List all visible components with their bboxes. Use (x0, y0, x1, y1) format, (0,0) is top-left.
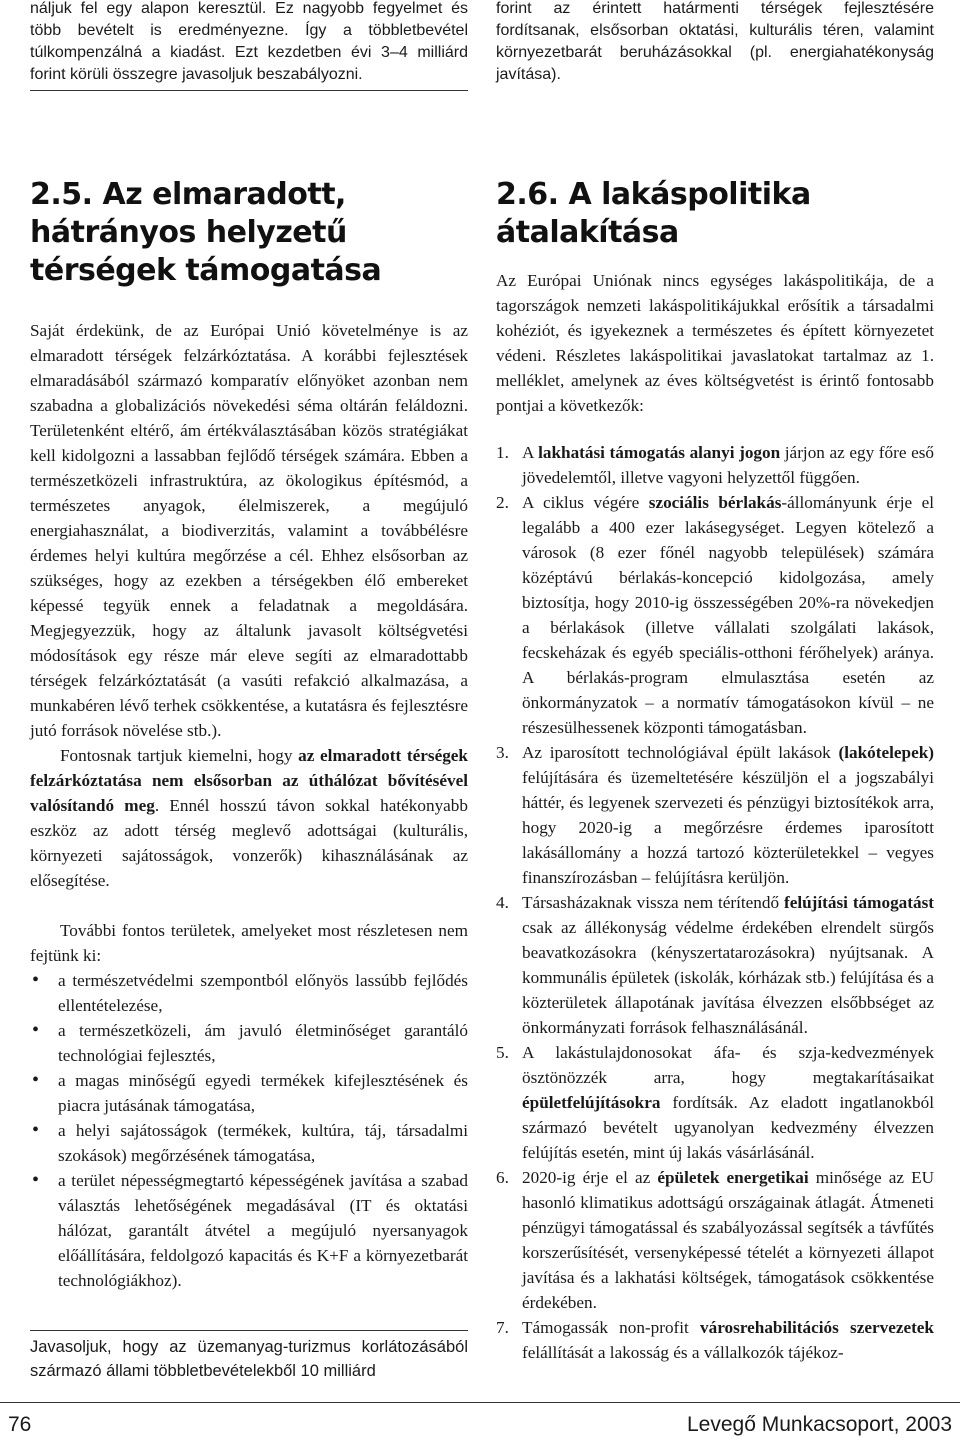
page-footer (0, 1402, 960, 1447)
list-item (496, 740, 934, 890)
section-body (496, 268, 934, 1365)
continued-paragraph-left: náljuk fel egy alapon keresztül. Ez nagyobb fegyelmet és több bevételt is eredményezne. Így a többletbevétel túlkompenzálná a kiadást. Ezt kezdetben évi 3–4 milliárd forint körüli összegre javasoljuk beszabályozni. (30, 0, 468, 91)
numbered-list (496, 440, 934, 1365)
item-number: 2. (496, 493, 509, 512)
text-run: 2020-ig érje el az (522, 1168, 658, 1187)
text-run: Társasházaknak vissza nem térítendő (522, 893, 784, 912)
text-run: A (522, 443, 539, 462)
bold-text-run: épületek energetikai (657, 1168, 809, 1187)
bold-text-run: városrehabilitációs szervezetek (700, 1318, 934, 1337)
bold-text-run: felújítási támogatást (783, 893, 934, 912)
item-number: 4. (496, 893, 509, 912)
text-run: járjon az egy főre eső jövedelemtől, illetve vagyoni helyzettől függően. (522, 443, 934, 487)
list-item (496, 1040, 934, 1165)
text-run: . Ennél hosszú távon sokkal hatékonyabb eszköz az adott térség meglevő adottságai (kulturális, környezeti sajátosságok, vonzerők) kihasználásának az elősegítése. (30, 796, 468, 890)
bold-text-run: az elmaradott térségek felzárkóztatása nem elsősorban az úthálózat bővítésével valósítandó meg (30, 746, 468, 815)
text-run: Fontosnak tartjuk kiemelni, hogy (60, 746, 299, 765)
paragraph: Saját érdekünk, de az Európai Unió követelménye is az elmaradott térségek felzárkóztatása. A korábbi fejlesztések elmaradásából származó komparatív előnyöket azonban nem szabadna a globalizációs növekedési séma oltárán feláldozni. Területenként eltérő, ám értékválasztásában közös stratégiákat kell kidolgozni a lassabban fejlődő térségek számára. Ebben a természetközeli infrastruktúra, az ökologikus építésmód, a természetes anyagok, élelmiszerek, a megújuló energiahasználat, a biodiverzitás, valamint a továbbélésre érdemes helyi kultúra megőrzése a cél. Ehhez elsősorban az szükséges, hogy az ezekben a térségekben élő embereket képessé tegyük ennek a feladatnak a megoldására. Megjegyezzük, hogy az általunk javasolt költségvetési módosítások egy része már eleve segíti az elmaradottabb térségek felzárkóztatását (a vasúti refakció alkalmazása, a munkabéren lévő terhek csökkentése, a kutatásra és fejlesztésre jutó források növelése stb.). (30, 321, 468, 740)
text-run: A lakástulajdonosokat áfa- és szja-kedvezmények ösztönözzék arra, hogy megtakarításaikat (522, 1043, 934, 1087)
text-run: minősége az EU hasonló klimatikus adottságú országainak átlagát. Átmeneti pénzügyi támogatással és szabályozással segítsék a távfűtés korszerűsítését, versenyképessé tételét a környezeti állapot javítása és a lakhatási költségek, támogatások csökkentése érdekében. (522, 1168, 935, 1312)
text-run: felújítására és üzemeltetésére készüljön el a jogszabályi háttér, és legyenek szervezeti és pénzügyi biztosítékok arra, hogy 2020-ig a megőrzésre érdemes iparosított lakásállomány a hozzá tartozó közterületekkel – vegyes finanszírozásban – felújításra kerüljön. (522, 768, 934, 887)
section-heading: 2.6. A lakáspolitika átalakítása (496, 177, 811, 250)
section-heading: 2.5. Az elmaradott, hátrányos helyzetű térségek támogatása (30, 177, 382, 288)
bullet-list (30, 968, 468, 1293)
list-item (496, 1315, 934, 1365)
text-run: csak az állékonyság védelme érdekében elrendelt sürgős beavatkozásokra (kényszertatarozásokra) nyújtsanak. A kommunális épületek (iskolák, kórházak stb.) felújítása és a közterületek állapotának javítása élvezzen elsőbbséget az önkormányzati források felhasználásánál. (522, 918, 934, 1037)
item-number: 6. (496, 1168, 509, 1187)
list-item (496, 440, 934, 490)
text-run: A ciklus végére (522, 493, 649, 512)
paragraph: További fontos területek, amelyeket most részletesen nem fejtünk ki: (30, 921, 468, 965)
continued-paragraph-right: forint az érintett határmenti térségek fejlesztésére fordítsanak, elsősorban oktatási, kulturális téren, valamint környezetbarát beruházásokkal (pl. energiahatékonyság javítása). (496, 0, 934, 83)
paragraph-emphasis (30, 743, 468, 893)
list-item (496, 890, 934, 1040)
list-item (496, 490, 934, 740)
text-run: -állományunk érje el legalább a 400 ezer lakásegységet. Legyen kötelező a városok (8 ezer főnél nagyobb települések) számára középtávú bérlakás-koncepció kidolgozása, amely biztosítja, hogy 2010-ig összességében 20%-ra növekedjen a bérlakások (illetve vállalati szolgálati lakások, fecskeházak és egyéb speciális-otthoni férőhelyek) aránya. A bérlakás-program elmulasztása esetén az önkormányzatok – a normatív támogatásokon kívül – ne részesülhessenek központi támogatásban. (522, 493, 934, 737)
bold-text-run: (lakótelepek) (838, 743, 934, 762)
text-run: Támogassák non-profit (522, 1318, 701, 1337)
item-number: 3. (496, 743, 509, 762)
item-number: 7. (496, 1318, 509, 1337)
proposal-box: Javasoljuk, hogy az üzemanyag-turizmus korlátozásából származó állami többletbevételekből 10 milliárd (30, 1330, 468, 1383)
text-run: Az iparosított technológiával épült lakások (522, 743, 839, 762)
organization-credit: Levegő Munkacsoport, 2003 (686, 1413, 952, 1436)
item-number: 1. (496, 443, 509, 462)
bold-text-run: lakhatási támogatás alanyi jogon (538, 443, 781, 462)
list-item (496, 1165, 934, 1315)
section-2-6 (496, 176, 934, 1365)
list-item: • a természetközeli, ám javuló életminőséget garantáló technológiai fejlesztés, (30, 1018, 468, 1068)
list-item: • a természetvédelmi szempontból előnyös lassúbb fejlődés ellentételezése, (30, 968, 468, 1018)
paragraph: Az Európai Uniónak nincs egységes lakáspolitikája, de a tagországok nemzeti lakáspolitikájukkal erősítik a társadalmi kohéziót, és igyekeznek a természetes és épített környezetet védeni. Részletes lakáspolitikai javaslatokat tartalmaz az 1. melléklet, amelynek az éves költségvetést is érintő fontosabb pontjai a következők: (496, 271, 934, 415)
item-number: 5. (496, 1043, 509, 1062)
bold-text-run: szociális bérlakás (648, 493, 782, 512)
text-run: felállítását a lakosság és a vállalkozók tájékoz- (522, 1343, 844, 1362)
list-item: • a magas minőségű egyedi termékek kifejlesztésének és piacra jutásának támogatása, (30, 1068, 468, 1118)
text-run: fordítsák. Az eladott ingatlanokból származó bevételt ugyanolyan kedvezmény élvezzen felújítás esetén, mint új lakás vásárlásánál. (522, 1093, 934, 1162)
bold-text-run: épületfelújításokra (522, 1093, 661, 1112)
list-item: • a helyi sajátosságok (termékek, kultúra, táj, társadalmi szokások) megőrzésének támogatása, (30, 1118, 468, 1168)
list-item: • a terület népességmegtartó képességének javítása a szabad választás lehetőségének megadásával (IT és oktatási hálózat, garantált átvétel a megújuló nyersanyagok előállítására, feldolgozó kapacitás és K+F a környezetbarát technológiákhoz). (30, 1168, 468, 1293)
page-number: 76 (8, 1413, 32, 1436)
section-body (30, 318, 468, 1293)
section-2-5 (30, 176, 468, 1293)
